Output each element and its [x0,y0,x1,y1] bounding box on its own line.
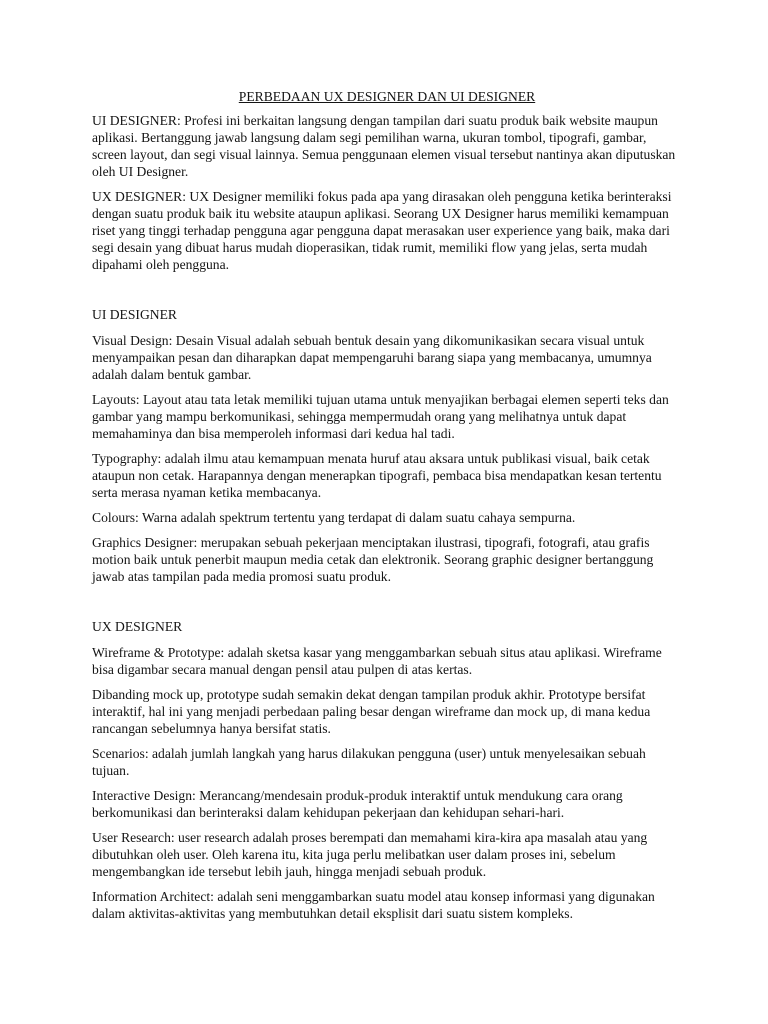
ux-user-research-paragraph: User Research: user research adalah proses berempati dan memahami kira-kira apa masalah atau yang dibutuhkan oleh user. Oleh karena itu, kita juga perlu melibatkan user dalam proses ini, sebelum mengembangkan ide tersebut lebih jauh, hingga menjadi sebuah produk. [92,830,648,879]
ui-colours-paragraph: Colours: Warna adalah spektrum tertentu yang terdapat di dalam suatu cahaya sempurna. [92,510,576,525]
ux-scenarios-paragraph: Scenarios: adalah jumlah langkah yang harus dilakukan pengguna (user) untuk menyelesaikan sebuah tujuan. [92,746,646,778]
ux-wireframe-prototype-paragraph: Wireframe & Prototype: adalah sketsa kasar yang menggambarkan sebuah situs atau aplikasi. Wireframe bisa digambar secara manual dengan pensil atau pulpen di atas kertas. [92,645,662,677]
ux-section-heading: UX DESIGNER [92,619,183,634]
ux-interactive-design-paragraph: Interactive Design: Merancang/mendesain produk-produk interaktif untuk mendukung cara orang berkomunikasi dan berinteraksi dalam kehidupan pekerjaan dan kehidupan sehari-hari. [92,788,623,820]
ui-layouts-paragraph: Layouts: Layout atau tata letak memiliki tujuan utama untuk menyajikan berbagai elemen seperti teks dan gambar yang mampu berkomunikasi, sehingga mempermudah orang yang melihatnya untuk dapat memahaminya dan bisa memperoleh informasi dari kedua hal tadi. [92,392,669,441]
ui-section-heading: UI DESIGNER [92,307,177,322]
intro-ux-designer-paragraph: UX DESIGNER: UX Designer memiliki fokus pada apa yang dirasakan oleh pengguna ketika berinteraksi dengan suatu produk baik itu website ataupun aplikasi. Seorang UX Designer harus memiliki kemampuan riset yang tinggi terhadap pengguna agar pengguna dapat merasakan user experience yang baik, maka dari segi desain yang dibuat harus mudah dioperasikan, tidak rumit, memiliki flow yang jelas, serta mudah dipahami oleh pengguna. [92,189,672,272]
ux-mockup-prototype-paragraph: Dibanding mock up, prototype sudah semakin dekat dengan tampilan produk akhir. Prototype bersifat interaktif, hal ini yang menjadi perbedaan paling besar dengan wireframe dan mock up, di mana kedua rancangan sebelumnya hanya bersifat statis. [92,687,651,736]
ui-visual-design-paragraph: Visual Design: Desain Visual adalah sebuah bentuk desain yang dikomunikasikan secara visual untuk menyampaikan pesan dan diharapkan dapat mempengaruhi barang siapa yang membacanya, umumnya adalah dalam bentuk gambar. [92,333,652,382]
document-body [92,88,682,930]
intro-ui-designer-paragraph: UI DESIGNER: Profesi ini berkaitan langsung dengan tampilan dari suatu produk baik website maupun aplikasi. Bertanggung jawab langsung dalam segi pemilihan warna, ukuran tombol, tipografi, gambar, screen layout, dan segi visual lainnya. Semua penggunaan elemen visual tersebut nantinya akan diputuskan oleh UI Designer. [92,113,676,179]
ui-typography-paragraph: Typography: adalah ilmu atau kemampuan menata huruf atau aksara untuk publikasi visual, baik cetak ataupun non cetak. Harapannya dengan menerapkan tipografi, pembaca bisa mendapatkan kesan tertentu serta merasa nyaman ketika membacanya. [92,451,662,500]
document-title: PERBEDAAN UX DESIGNER DAN UI DESIGNER [238,89,536,104]
ui-graphics-designer-paragraph: Graphics Designer: merupakan sebuah pekerjaan menciptakan ilustrasi, tipografi, fotografi, atau grafis motion baik untuk penerbit maupun media cetak dan elektronik. Seorang graphic designer bertanggung jawab atas tampilan pada media promosi suatu produk. [92,535,654,584]
ux-information-architect-paragraph: Information Architect: adalah seni menggambarkan suatu model atau konsep informasi yang digunakan dalam aktivitas-aktivitas yang membutuhkan detail eksplisit dari suatu sistem kompleks. [92,889,655,921]
